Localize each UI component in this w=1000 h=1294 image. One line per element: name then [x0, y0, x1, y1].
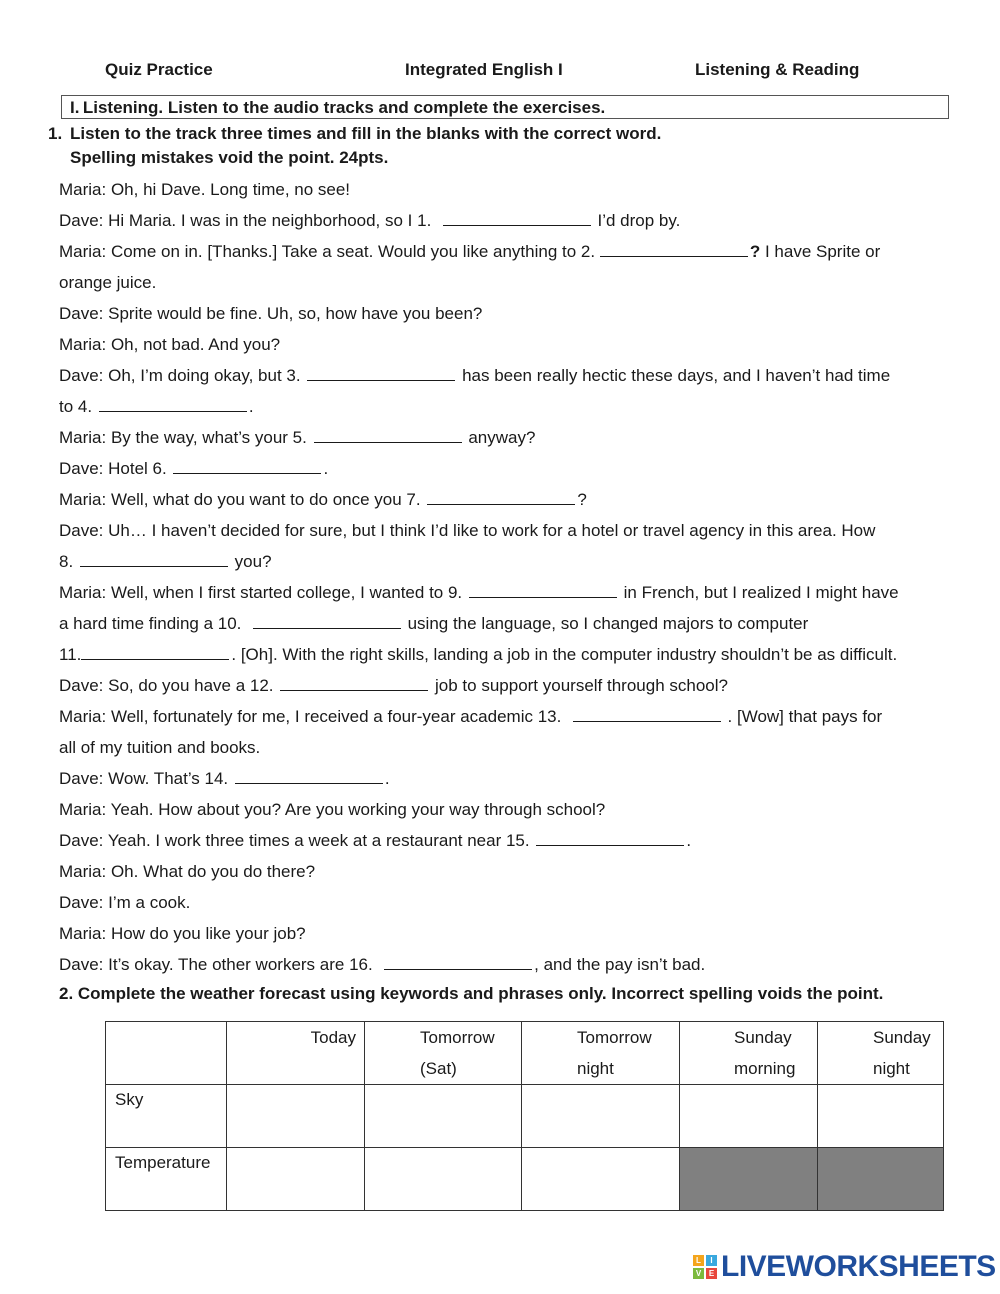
dialog-line: Maria: By the way, what’s your 5. anyway?	[59, 428, 536, 447]
answer-cell[interactable]	[227, 1085, 365, 1148]
shaded-cell	[818, 1148, 944, 1211]
dialog-line: Maria: Come on in. [Thanks.] Take a seat. Would you like anything to 2. ? I have Sprite or	[59, 242, 881, 261]
shaded-cell	[680, 1148, 818, 1211]
row-label-sky: Sky	[106, 1085, 227, 1148]
section-title: I. Listening. Listen to the audio tracks and complete the exercises.	[61, 95, 949, 119]
dialog-line: Maria: Well, when I first started college, I wanted to 9. in French, but I realized I might have	[59, 583, 899, 602]
blank-8[interactable]	[80, 550, 228, 567]
dialog-line: Maria: How do you like your job?	[59, 924, 306, 943]
answer-cell[interactable]	[680, 1085, 818, 1148]
blank-1[interactable]	[443, 209, 591, 226]
dialog-line: Dave: Oh, I’m doing okay, but 3. has been really hectic these days, and I haven’t had time	[59, 366, 891, 385]
blank-15[interactable]	[536, 829, 684, 846]
dialog-line: orange juice.	[59, 273, 157, 292]
column-header: Sunday night	[818, 1022, 944, 1085]
logo-text: LIVEWORKSHEETS	[721, 1250, 996, 1283]
blank-9[interactable]	[469, 581, 617, 598]
table-row-sky	[106, 1085, 944, 1148]
dialog-line: a hard time finding a 10. using the language, so I changed majors to computer	[59, 614, 809, 633]
dialog-line: Dave: Hotel 6. .	[59, 459, 329, 478]
header-left: Quiz Practice	[105, 60, 213, 79]
dialog-line: Maria: Yeah. How about you? Are you working your way through school?	[59, 800, 606, 819]
blank-13[interactable]	[573, 705, 721, 722]
blank-6[interactable]	[173, 457, 321, 474]
column-header: Sunday morning	[680, 1022, 818, 1085]
answer-cell[interactable]	[365, 1085, 522, 1148]
blank-3[interactable]	[307, 364, 455, 381]
header-center: Integrated English I	[405, 60, 563, 79]
liveworksheets-logo	[693, 1250, 996, 1284]
dialog-line: Dave: Wow. That’s 14. .	[59, 769, 390, 788]
answer-cell[interactable]	[227, 1148, 365, 1211]
dialog	[59, 174, 959, 980]
dialog-line: Dave: I’m a cook.	[59, 893, 191, 912]
blank-10[interactable]	[253, 612, 401, 629]
dialog-line: Maria: Oh, not bad. And you?	[59, 335, 281, 354]
dialog-line: 8. you?	[59, 552, 272, 571]
dialog-line: Maria: Well, fortunately for me, I received a four-year academic 13. . [Wow] that pays for	[59, 707, 883, 726]
blank-4[interactable]	[99, 395, 247, 412]
table-header-row	[106, 1022, 944, 1085]
weather-forecast-table	[105, 1021, 944, 1211]
header-right: Listening & Reading	[695, 60, 860, 79]
column-header: Tomorrow night	[522, 1022, 680, 1085]
question-1-number: 1.	[48, 124, 63, 143]
logo-squares-icon: L I V E	[693, 1255, 717, 1279]
dialog-line: Maria: Oh. What do you do there?	[59, 862, 316, 881]
question-1-line1: Listen to the track three times and fill in the blanks with the correct word.	[70, 124, 662, 143]
blank-16[interactable]	[384, 953, 532, 970]
answer-cell[interactable]	[365, 1148, 522, 1211]
dialog-line: Dave: Sprite would be fine. Uh, so, how have you been?	[59, 304, 483, 323]
dialog-line: 11. . [Oh]. With the right skills, landing a job in the computer industry shouldn’t be as difficult.	[59, 645, 898, 664]
dialog-line: Dave: So, do you have a 12. job to support yourself through school?	[59, 676, 728, 695]
dialog-line: to 4. .	[59, 397, 254, 416]
answer-cell[interactable]	[522, 1085, 680, 1148]
blank-5[interactable]	[314, 426, 462, 443]
dialog-line: Maria: Well, what do you want to do once you 7. ?	[59, 490, 587, 509]
dialog-line: Maria: Oh, hi Dave. Long time, no see!	[59, 180, 351, 199]
column-header: Today	[227, 1022, 365, 1085]
answer-cell[interactable]	[522, 1148, 680, 1211]
blank-14[interactable]	[235, 767, 383, 784]
dialog-line: Dave: It’s okay. The other workers are 16. , and the pay isn’t bad.	[59, 955, 706, 974]
blank-11[interactable]	[81, 643, 229, 660]
answer-cell[interactable]	[818, 1085, 944, 1148]
question-1-line2: Spelling mistakes void the point. 24pts.	[70, 148, 389, 167]
table-row-temperature	[106, 1148, 944, 1211]
blank-7[interactable]	[427, 488, 575, 505]
blank-2[interactable]	[600, 240, 748, 257]
row-label-temperature: Temperature	[106, 1148, 227, 1211]
dialog-line: Dave: Yeah. I work three times a week at a restaurant near 15. .	[59, 831, 692, 850]
dialog-line: Dave: Hi Maria. I was in the neighborhood, so I 1. I’d drop by.	[59, 211, 681, 230]
dialog-line: all of my tuition and books.	[59, 738, 261, 757]
blank-12[interactable]	[280, 674, 428, 691]
question-1	[48, 122, 661, 170]
dialog-line: Dave: Uh… I haven’t decided for sure, but I think I’d like to work for a hotel or travel agency in this area. How	[59, 521, 876, 540]
table-corner-cell	[106, 1022, 227, 1085]
question-2-title: 2. Complete the weather forecast using keywords and phrases only. Incorrect spelling voids the point.	[59, 984, 884, 1003]
column-header: Tomorrow (Sat)	[365, 1022, 522, 1085]
